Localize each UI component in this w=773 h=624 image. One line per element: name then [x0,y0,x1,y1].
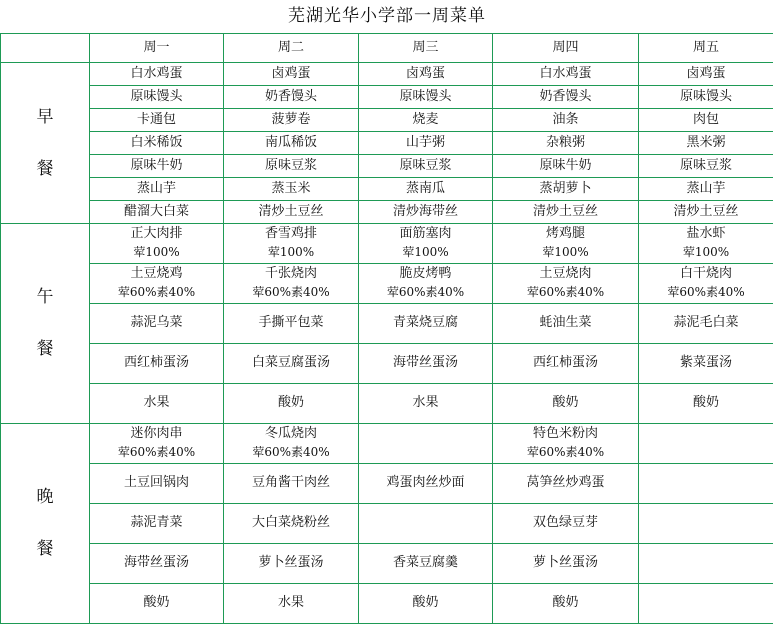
lunch-dish [359,343,493,383]
breakfast-dish: 白水鸡蛋 [493,62,639,85]
breakfast-dish: 卤鸡蛋 [359,62,493,85]
dish-name: 西红柿蛋汤 [532,355,598,370]
dish-name: 土豆回锅肉 [123,475,189,490]
dish-ratio: 荤60%素40% [667,285,745,299]
dinner-row [1,463,773,503]
dish-name: 酸奶 [277,395,304,410]
dinner-dish [224,583,359,623]
breakfast-dish: 清炒土豆丝 [493,200,639,223]
dinner-empty-cell [639,463,773,503]
dinner-empty-cell [359,503,493,543]
lunch-row [1,303,773,343]
breakfast-dish: 原味豆浆 [359,154,493,177]
dish-ratio: 荤100% [267,245,315,259]
dish-name: 面筋塞肉 [399,226,452,241]
dish-name: 脆皮烤鸭 [399,266,452,281]
lunch-dish [90,223,224,263]
dinner-dish [224,543,359,583]
lunch-dish [493,303,639,343]
day-header: 周二 [224,33,359,62]
spacer [1,510,89,536]
breakfast-dish: 原味牛奶 [90,154,224,177]
spacer [1,310,89,336]
dinner-dish [90,583,224,623]
lunch-dish [359,263,493,303]
dinner-dish [224,463,359,503]
dish-name: 水果 [412,395,439,410]
dinner-label-bottom: 餐 [36,539,54,559]
dish-name: 酸奶 [692,395,719,410]
dinner-dish [90,423,224,463]
breakfast-dish: 蒸玉米 [224,177,359,200]
dish-name: 大白菜烧粉丝 [251,515,330,530]
dinner-empty-cell [639,583,773,623]
dish-name: 手撕平包菜 [258,315,324,330]
breakfast-row [1,200,773,223]
dinner-row [1,423,773,463]
dish-name: 青菜烧豆腐 [392,315,458,330]
dish-name: 冬瓜烧肉 [264,426,317,441]
lunch-dish [224,263,359,303]
dinner-row [1,543,773,583]
lunch-dish [359,223,493,263]
lunch-row [1,383,773,423]
dish-name: 双色绿豆芽 [532,515,598,530]
lunch-dish [639,343,773,383]
dinner-dish [224,423,359,463]
dinner-dish [359,583,493,623]
dinner-label [1,423,90,623]
dish-name: 白菜豆腐蛋汤 [251,355,330,370]
day-header: 周一 [90,33,224,62]
dish-ratio: 荤60%素40% [252,445,330,459]
breakfast-dish: 南瓜稀饭 [224,131,359,154]
dish-name: 豆角酱干肉丝 [251,475,330,490]
dinner-empty-cell [639,423,773,463]
dish-name: 酸奶 [552,395,579,410]
lunch-dish [224,383,359,423]
lunch-dish [493,383,639,423]
lunch-dish [224,303,359,343]
dish-ratio: 荤60%素40% [117,285,196,299]
breakfast-label-bottom: 餐 [36,158,54,179]
day-header: 周四 [493,33,639,62]
dinner-dish [359,463,493,503]
breakfast-dish: 原味豆浆 [224,154,359,177]
dish-name: 烤鸡腿 [545,226,585,241]
dish-name: 酸奶 [143,595,170,610]
lunch-dish [639,223,773,263]
dish-name: 紫菜蛋汤 [679,355,732,370]
lunch-dish [493,343,639,383]
menu-title: 芜湖光华小学部一周菜单 [1,0,773,33]
header-corner-cell [1,33,90,62]
dinner-empty-cell [359,423,493,463]
dish-name: 蒜泥毛白菜 [673,315,739,330]
breakfast-dish: 原味豆浆 [639,154,773,177]
breakfast-row [1,177,773,200]
breakfast-dish: 清炒海带丝 [359,200,493,223]
dish-name: 鸡蛋肉丝炒面 [386,475,465,490]
breakfast-label-top: 早 [36,106,54,127]
breakfast-dish: 黑米粥 [639,131,773,154]
breakfast-dish: 奶香馒头 [493,85,639,108]
breakfast-dish: 油条 [493,108,639,131]
dinner-label-top: 晚 [36,487,54,507]
lunch-dish [493,223,639,263]
dinner-dish [90,463,224,503]
dish-name: 香雪鸡排 [264,226,317,241]
breakfast-dish: 蒸山芋 [639,177,773,200]
breakfast-dish: 卤鸡蛋 [224,62,359,85]
breakfast-dish: 原味馒头 [639,85,773,108]
breakfast-dish: 清炒土豆丝 [639,200,773,223]
dinner-dish [493,423,639,463]
dish-name: 蒜泥乌菜 [130,315,183,330]
lunch-dish [90,383,224,423]
dish-name: 萝卜丝蛋汤 [258,555,324,570]
dish-ratio: 荤60%素40% [252,285,330,299]
dinner-dish [90,503,224,543]
breakfast-dish: 醋溜大白菜 [90,200,224,223]
breakfast-dish: 肉包 [639,108,773,131]
title-row [1,0,773,33]
dinner-dish [493,543,639,583]
dish-ratio: 荤100% [402,245,449,259]
breakfast-row [1,154,773,177]
day-header-row [1,33,773,62]
lunch-dish [493,263,639,303]
breakfast-dish: 白米稀饭 [90,131,224,154]
dish-name: 酸奶 [552,595,579,610]
dish-name: 水果 [143,395,170,410]
dish-ratio: 荤60%素40% [117,445,196,459]
dish-name: 西红柿蛋汤 [123,355,189,370]
dish-ratio: 荤60%素40% [526,285,605,299]
dish-name: 蒜泥青菜 [130,515,183,530]
day-header: 周五 [639,33,773,62]
dish-name: 莴笋丝炒鸡蛋 [526,475,605,490]
dinner-dish [493,583,639,623]
dish-name: 白干烧肉 [679,266,732,281]
dish-ratio: 荤100% [133,245,180,259]
lunch-row [1,263,773,303]
dish-name: 土豆烧鸡 [130,266,183,281]
lunch-row [1,343,773,383]
lunch-dish [90,303,224,343]
dinner-row [1,503,773,543]
dish-name: 千张烧肉 [264,266,317,281]
dish-ratio: 荤60%素40% [386,285,465,299]
dinner-dish [359,543,493,583]
dinner-row [1,583,773,623]
breakfast-dish: 山芋粥 [359,131,493,154]
breakfast-row [1,131,773,154]
lunch-dish [90,263,224,303]
dish-name: 土豆烧肉 [539,266,592,281]
dinner-empty-cell [639,543,773,583]
day-header: 周三 [359,33,493,62]
breakfast-dish: 白水鸡蛋 [90,62,224,85]
dish-name: 海带丝蛋汤 [123,555,189,570]
breakfast-dish: 清炒土豆丝 [224,200,359,223]
dish-name: 蚝油生菜 [539,315,592,330]
lunch-label-bottom: 餐 [36,339,54,359]
dish-name: 特色米粉肉 [532,426,598,441]
dish-ratio: 荤100% [682,245,730,259]
breakfast-dish: 蒸南瓜 [359,177,493,200]
dish-name: 迷你肉串 [130,426,183,441]
breakfast-dish: 原味牛奶 [493,154,639,177]
dinner-dish [90,543,224,583]
dinner-dish [493,503,639,543]
dish-name: 盐水虾 [686,226,726,241]
dish-name: 海带丝蛋汤 [392,355,458,370]
dish-name: 香菜豆腐羹 [392,555,458,570]
lunch-dish [90,343,224,383]
dinner-dish [493,463,639,503]
dish-name: 酸奶 [412,595,439,610]
lunch-dish [224,223,359,263]
breakfast-dish: 原味馒头 [359,85,493,108]
dish-name: 水果 [277,595,304,610]
lunch-dish [639,383,773,423]
breakfast-dish: 蒸山芋 [90,177,224,200]
lunch-dish [639,303,773,343]
dish-ratio: 荤60%素40% [526,445,605,459]
breakfast-row [1,108,773,131]
breakfast-row [1,85,773,108]
lunch-label-top: 午 [36,287,54,307]
lunch-label [1,223,90,423]
spacer [1,130,89,156]
breakfast-dish: 菠萝卷 [224,108,359,131]
dish-ratio: 荤100% [542,245,589,259]
breakfast-dish: 卡通包 [90,108,224,131]
dish-name: 正大肉排 [130,226,183,241]
breakfast-dish: 卤鸡蛋 [639,62,773,85]
lunch-dish [359,303,493,343]
lunch-dish [224,343,359,383]
lunch-dish [639,263,773,303]
lunch-dish [359,383,493,423]
dish-name: 萝卜丝蛋汤 [532,555,598,570]
breakfast-label [1,62,90,223]
breakfast-row [1,62,773,85]
breakfast-dish: 蒸胡萝卜 [493,177,639,200]
breakfast-dish: 奶香馒头 [224,85,359,108]
breakfast-dish: 原味馒头 [90,85,224,108]
breakfast-dish: 烧麦 [359,108,493,131]
breakfast-dish: 杂粮粥 [493,131,639,154]
lunch-row [1,223,773,263]
dinner-dish [224,503,359,543]
dinner-empty-cell [639,503,773,543]
